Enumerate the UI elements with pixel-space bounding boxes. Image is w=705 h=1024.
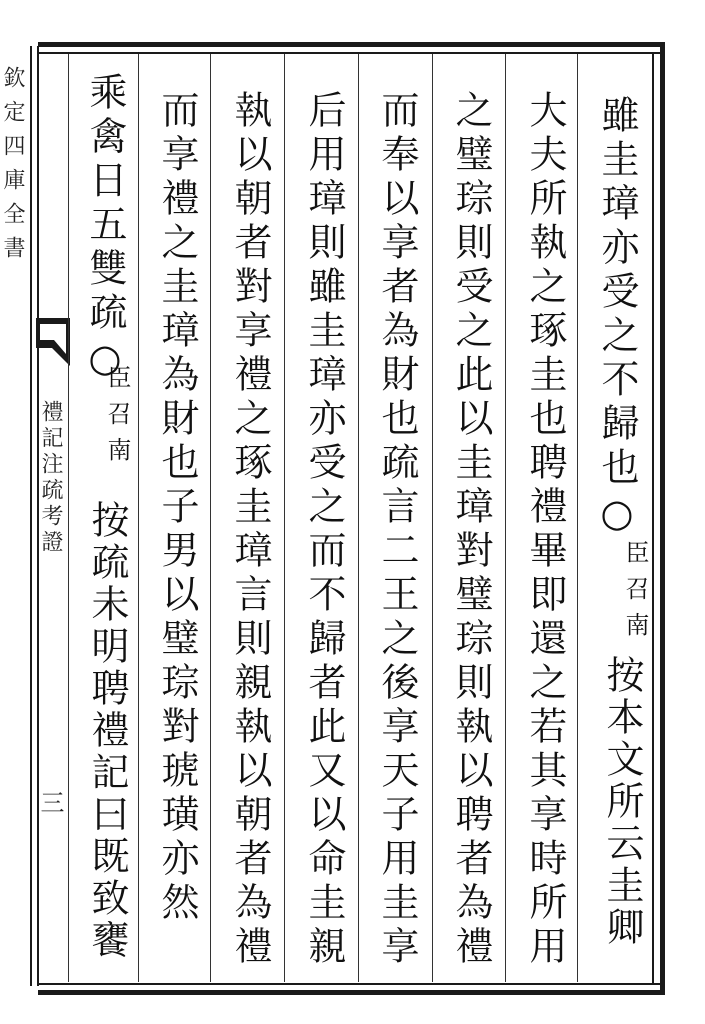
- text-column-4: [370, 90, 424, 970]
- frame-top-inner-rule: [38, 52, 660, 54]
- text-column-1-continued: [595, 655, 649, 949]
- page-number: 三: [36, 790, 64, 814]
- column-divider: [358, 54, 359, 982]
- margin-collection-title: 欽定四庫全書: [0, 66, 25, 270]
- column-divider: [284, 54, 285, 982]
- text-column-7: [150, 90, 204, 926]
- column-main-text: 后用璋則雖圭璋亦受之而不歸者此又以命圭親: [302, 90, 346, 970]
- column-divider: [577, 54, 578, 982]
- text-column-8-continued: [80, 500, 134, 962]
- column-after-text: 按疏未明聘禮記曰既致饔: [85, 500, 129, 962]
- column-main-text: 執以朝者對享禮之琢圭璋言則親執以朝者為禮: [228, 90, 272, 970]
- frame-bottom-inner-rule: [38, 983, 660, 985]
- column-main-text: 乘禽日五雙疏○: [83, 72, 127, 386]
- column-divider: [68, 54, 69, 982]
- column-divider: [432, 54, 433, 982]
- column-main-text: 而奉以享者為財也疏言二王之後享天子用圭享: [375, 90, 419, 970]
- frame-bottom-outer-rule: [38, 990, 660, 995]
- column-main-text: 大夫所執之琢圭也聘禮畢即還之若其享時所用: [523, 90, 567, 970]
- text-column-6: [223, 90, 277, 970]
- frame-top-outer-rule: [38, 42, 660, 47]
- column-1-note: 臣召南: [621, 540, 649, 648]
- column-main-text: 之璧琮則受之此以圭璋對璧琮則執以聘者為禮: [449, 90, 493, 970]
- column-divider: [210, 54, 211, 982]
- text-column-2: [518, 90, 572, 970]
- text-column-5: [297, 90, 351, 970]
- column-divider: [505, 54, 506, 982]
- text-column-3: [444, 90, 498, 970]
- fishtail-ornament-icon: [36, 318, 70, 366]
- frame-right-inner-rule: [652, 52, 654, 985]
- frame-right-outer-rule: [660, 42, 665, 995]
- text-column-1: [590, 95, 644, 541]
- margin-book-title: 禮記注疏考證: [38, 400, 63, 556]
- text-column-8: [78, 72, 132, 386]
- column-divider: [138, 54, 139, 982]
- column-8-note: 臣召南: [103, 365, 131, 473]
- column-after-text: 按本文所云圭卿: [600, 655, 644, 949]
- column-main-text: 雖圭璋亦受之不歸也○: [595, 95, 639, 541]
- column-main-text: 而享禮之圭璋為財也子男以璧琮對琥璜亦然: [155, 90, 199, 926]
